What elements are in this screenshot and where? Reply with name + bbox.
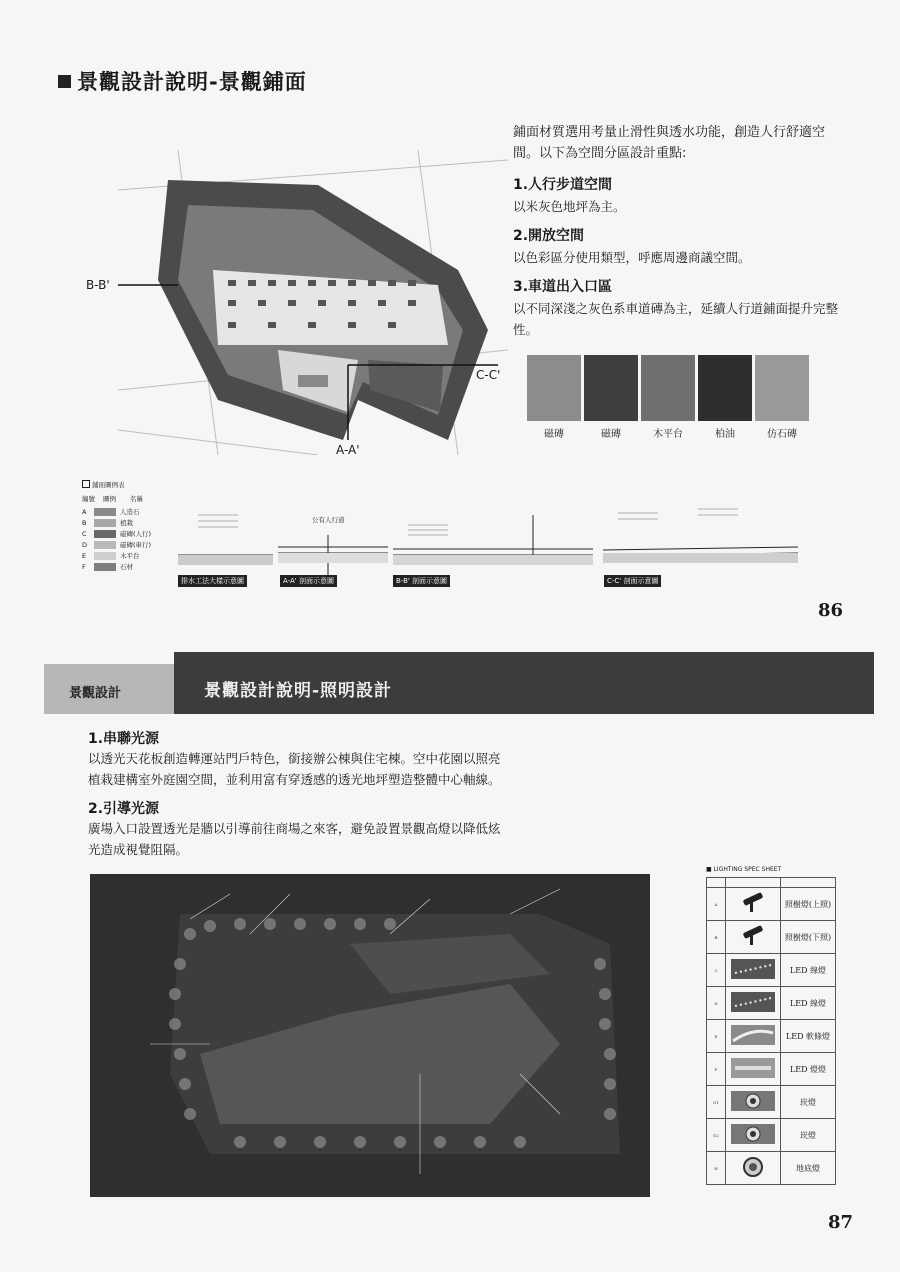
spec-row: [707, 954, 836, 987]
section-caption: C-C' 剖面示意圖: [604, 575, 661, 587]
spec-row: [707, 1119, 836, 1152]
paving-legend: [82, 480, 172, 572]
lighting-item-2-text: 廣場入口設置透光是牆以引導前往商場之來客，避免設置景觀高燈以降低炫光造成視覺阻隔。: [88, 821, 501, 857]
lighting-item-2-title: 2.引導光源: [88, 801, 160, 817]
legend-row: D 磁磚(車行): [82, 540, 152, 549]
section-mark-cc: C-C': [476, 368, 501, 382]
spec-sheet-title: ■ LIGHTING SPEC SHEET: [706, 866, 782, 873]
legend-swatch: [94, 541, 116, 549]
paving-item-1-title: 1.人行步道空間: [513, 177, 613, 193]
lighting-item-1-text: 以透光天花板創造轉運站門戶特色，銜接辦公棟與住宅棟。空中花園以照亮植栽建構室外庭園空間，並利用富有穿透感的透光地坪塑造整體中心軸線。: [88, 751, 501, 787]
material-caption: 柏油: [715, 429, 735, 440]
spec-name: 照樹燈(上照): [781, 888, 836, 921]
legend-title: 鋪面圖例表: [82, 480, 172, 489]
spec-code: C: [707, 954, 726, 987]
material-caption: 木平台: [653, 429, 683, 440]
spec-code: H: [707, 1152, 726, 1185]
material-caption: 磁磚: [601, 429, 621, 440]
recessed-light-icon: [731, 1104, 775, 1113]
spec-code: F: [707, 1053, 726, 1086]
paving-item-2-text: 以色彩區分使用類型，呼應周邊商議空間。: [513, 250, 751, 265]
legend-row: A 人造石: [82, 507, 140, 516]
paving-item-2-title: 2.開放空間: [513, 228, 585, 244]
spec-table: [706, 877, 836, 1185]
banner-title: 景觀設計說明-照明設計: [204, 681, 393, 701]
section-caption: A-A' 剖面示意圖: [280, 575, 337, 587]
material-photo: [527, 355, 581, 421]
paving-item-3-title: 3.車道出入口區: [513, 279, 613, 295]
legend-row: B 植栽: [82, 518, 133, 527]
material-caption: 仿石磚: [767, 429, 797, 440]
spec-name: LED 線燈: [781, 954, 836, 987]
paving-item-1-text: 以米灰色地坪為主。: [513, 199, 626, 214]
material-caption: 磁磚: [544, 429, 564, 440]
page-number: 86: [818, 600, 844, 621]
legend-swatch: [94, 552, 116, 560]
section-caption: 排水工法大樣示意圖: [178, 575, 247, 587]
site-paving-plan: [86, 150, 508, 457]
banner-category: 景觀設計: [69, 686, 122, 701]
paving-section-drawings: [178, 495, 798, 591]
spotlight-icon: [739, 907, 767, 916]
spec-name: 崁燈: [781, 1119, 836, 1152]
spec-name: 照樹燈(下照): [781, 921, 836, 954]
paving-intro: 鋪面材質選用考量止滑性與透水功能，創造人行舒適空間。以下為空間分區設計重點:: [513, 125, 826, 161]
legend-swatch: [94, 563, 116, 571]
inground-light-icon: [742, 1171, 764, 1180]
lighting-text-block: [88, 728, 508, 860]
spec-code: G2: [707, 1119, 726, 1152]
spec-row: [707, 1152, 836, 1185]
paving-text-block: [513, 122, 838, 340]
lighting-spec-sheet: [706, 866, 836, 1185]
section-label: 公有人行道: [312, 516, 345, 524]
material-photo: [698, 355, 752, 421]
lighting-item-1-title: 1.串聯光源: [88, 731, 160, 747]
spec-code: B: [707, 921, 726, 954]
spec-row: [707, 1086, 836, 1119]
spec-row: [707, 1020, 836, 1053]
legend-swatch: [94, 508, 116, 516]
legend-swatch: [94, 519, 116, 527]
material-photo: [584, 355, 638, 421]
material-photo: [641, 355, 695, 421]
recessed-light-icon: [731, 1137, 775, 1146]
spec-name: LED 燈燈: [781, 1053, 836, 1086]
square-bullet-icon: [58, 75, 71, 88]
legend-row: E 木平台: [82, 551, 140, 560]
material-photo: [755, 355, 809, 421]
section-banner: [44, 652, 874, 714]
spec-row: [707, 921, 836, 954]
spec-code: D: [707, 987, 726, 1020]
page-number: 87: [828, 1212, 854, 1233]
spotlight-icon: [739, 940, 767, 949]
linear-led-icon: [731, 1005, 775, 1014]
flex-strip-icon: [731, 1038, 775, 1047]
spec-name: 崁燈: [781, 1086, 836, 1119]
paving-item-3-text: 以不同深淺之灰色系車道磚為主，延續人行道鋪面提升完整性。: [513, 301, 839, 337]
spec-row: [707, 987, 836, 1020]
spec-code: G1: [707, 1086, 726, 1119]
spec-code: E: [707, 1020, 726, 1053]
legend-row: C 磁磚(人行): [82, 529, 152, 538]
legend-swatch: [94, 530, 116, 538]
spec-code: A: [707, 888, 726, 921]
spec-name: LED 線燈: [781, 987, 836, 1020]
section-caption: B-B' 剖面示意圖: [393, 575, 450, 587]
spec-row: [707, 1053, 836, 1086]
spec-row: [707, 888, 836, 921]
page-title-paving: 景觀設計說明-景觀鋪面: [58, 66, 307, 96]
bar-light-icon: [731, 1071, 775, 1080]
spec-name: 地底燈: [781, 1152, 836, 1185]
lighting-plan: [90, 874, 650, 1197]
section-mark-aa: A-A': [336, 443, 360, 457]
legend-row: F 石材: [82, 562, 133, 571]
linear-led-icon: [731, 972, 775, 981]
section-mark-bb: B-B': [86, 278, 110, 292]
spec-name: LED 軟條燈: [781, 1020, 836, 1053]
legend-header: 編號 圖例 名稱: [82, 495, 143, 503]
